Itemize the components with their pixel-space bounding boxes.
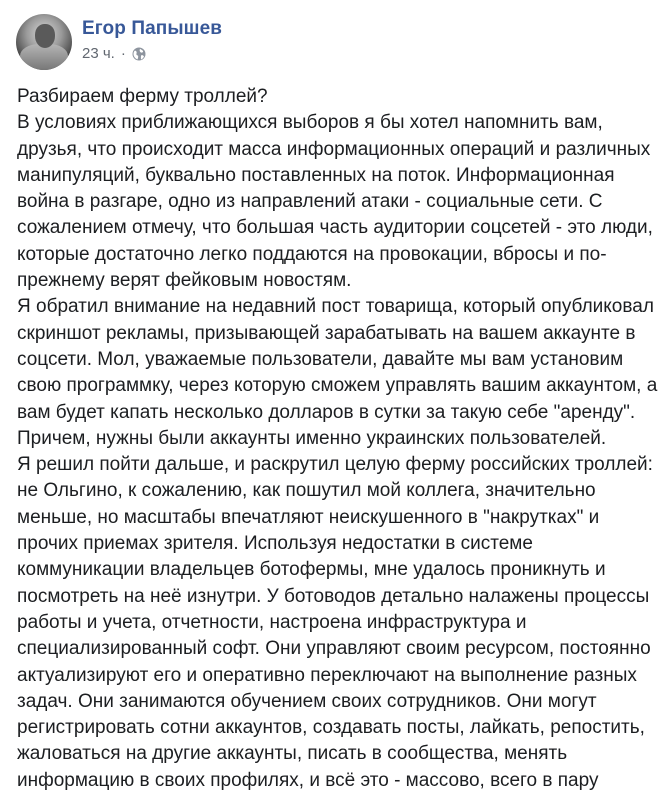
post-subline bbox=[82, 45, 222, 62]
post-timestamp-link[interactable]: 23 ч. bbox=[82, 45, 115, 62]
post-paragraph: В условиях приближающихся выборов я бы хотел напомнить вам, друзья, что происходит масса информационных операций и различных манипуляций, буквально поставленных на поток. Информационная война в разгаре, одно из направлений атаки - социальные сети. С сожалением отмечу, что большая часть аудитории соцсетей - это люди, которые достаточно легко поддаются на провокации, вбросы и по-прежнему верят фейковым новостям. bbox=[17, 112, 653, 292]
globe-icon[interactable] bbox=[132, 47, 146, 61]
post-paragraph: Я решил пойти дальше, и раскрутил целую ферму российских троллей: не Ольгино, к сожалению, как пошутил мой коллега, значительно меньше, но масштабы впечатляют неискушенного в "накрутках" и прочих приемах зрителя. Используя недостатки в системе коммуникации владельцев ботофермы, мне удалось проникнуть и посмотреть на неё изнутри. У ботоводов детально налажены процессы работы и учета, отчетности, настроена инфраструктура и специализированный софт. Они управляют своим ресурсом, постоянно актуализируют его и оперативно переключают на выполнение разных задач. Они занимаются обучением своих сотрудников. Они могут регистрировать сотни аккаунтов, создавать посты, лайкать, репостить, жаловаться на другие аккаунты, писать в сообщества, менять информацию в своих профилях, и всё это - массово, всего в пару bbox=[17, 454, 653, 791]
post-body bbox=[17, 84, 665, 794]
separator-dot: · bbox=[120, 45, 126, 62]
author-avatar[interactable] bbox=[16, 14, 72, 70]
author-name-link[interactable]: Егор Папышев bbox=[82, 18, 223, 39]
post-header bbox=[16, 14, 222, 72]
post-paragraph: Я обратил внимание на недавний пост товарища, который опубликовал скриншот рекламы, призывающей зарабатывать на вашем аккаунте в соцсети. Мол, уважаемые пользователи, давайте мы вам установим свою программку, через которую сможем управлять вашим аккаунтом, а вам будет капать несколько долларов в сутки за такую себе "аренду". Причем, нужны были аккаунты именно украинских пользователей. bbox=[17, 296, 658, 449]
post-paragraph-title: Разбираем ферму троллей? bbox=[17, 86, 268, 107]
post-meta bbox=[82, 14, 222, 62]
avatar-figure-face bbox=[35, 24, 55, 48]
